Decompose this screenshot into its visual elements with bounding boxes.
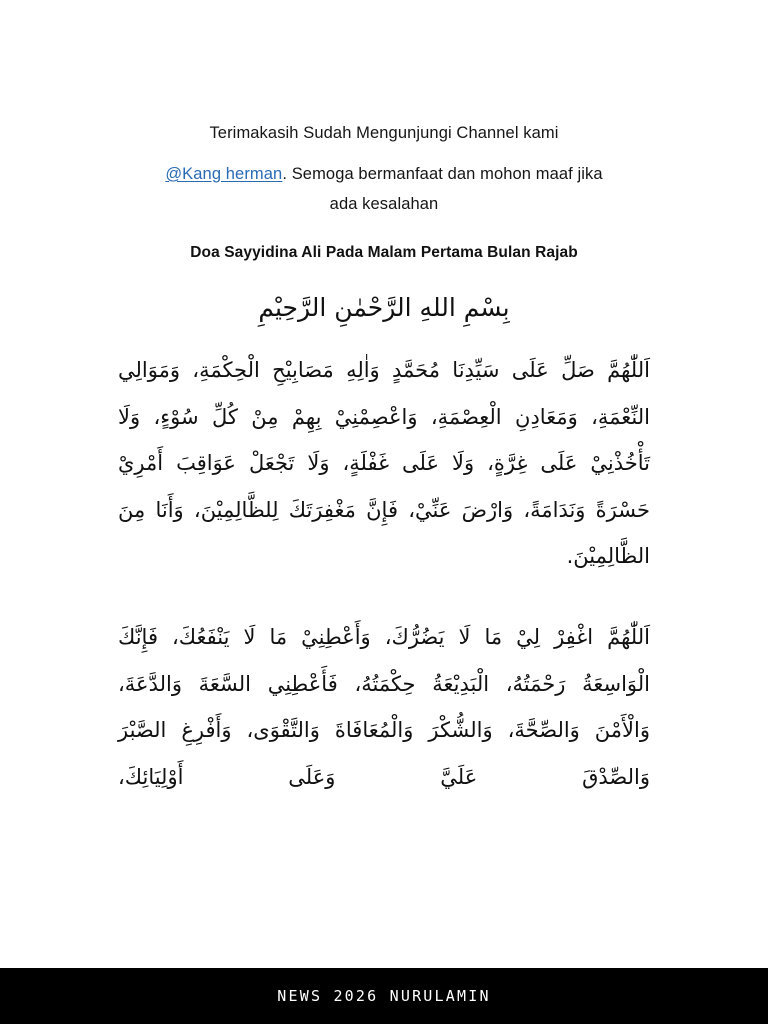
page-title: Doa Sayyidina Ali Pada Malam Pertama Bulan Rajab: [190, 243, 578, 261]
basmala-line: بِسْمِ اللهِ الرَّحْمٰنِ الرَّحِيْمِ: [258, 292, 510, 322]
intro-paragraph: [118, 118, 650, 220]
intro-line-2: [118, 159, 650, 190]
channel-link[interactable]: @Kang herman: [165, 164, 283, 183]
footer-bar: [0, 968, 768, 1024]
intro-line-2-text: . Semoga bermanfaat dan mohon maaf jika: [282, 164, 603, 183]
arabic-paragraph-2: اَللّٰهُمَّ اغْفِرْ لِيْ مَا لَا يَضُرُّكَ، وَأَعْطِنِيْ مَا لَا يَنْفَعُكَ، فَإِنَّكَ الْوَاسِعَةُ رَحْمَتُهُ، الْبَدِيْعَةُ حِكْمَتُهُ، فَأَعْطِنِي السَّعَةَ وَالدَّعَةَ، وَالْأَمْنَ وَالصِّحَّةَ، وَالشُّكْرَ وَالْمُعَافَاةَ وَالتَّقْوَى، وَأَفْرِغِ الصَّبْرَ وَالصِّدْقَ عَلَيَّ وَعَلَى أَوْلِيَائِكَ،: [118, 625, 650, 789]
intro-line-1: Terimakasih Sudah Mengunjungi Channel kami: [209, 124, 559, 142]
footer-watermark-text: NEWS 2026 NURULAMIN: [277, 987, 491, 1005]
arabic-paragraph-1: اَللّٰهُمَّ صَلِّ عَلَى سَيِّدِنَا مُحَمَّدٍ وَاٰلِهِ مَصَابِيْحِ الْحِكْمَةِ، وَمَوَالِي النِّعْمَةِ، وَمَعَادِنِ الْعِصْمَةِ، وَاعْصِمْنِيْ بِهِمْ مِنْ كُلِّ سُوْءٍ، وَلَا تَأْخُذْنِيْ عَلَى غِرَّةٍ، وَلَا عَلَى غَفْلَةٍ، وَلَا تَجْعَلْ عَوَاقِبَ أَمْرِيْ حَسْرَةً وَنَدَامَةً، وَارْضَ عَنِّيْ، فَإِنَّ مَغْفِرَتَكَ لِلظَّالِمِيْنَ، وَأَنَا مِنَ الظَّالِمِيْنَ.: [118, 358, 650, 569]
intro-line-3: ada kesalahan: [329, 195, 439, 214]
